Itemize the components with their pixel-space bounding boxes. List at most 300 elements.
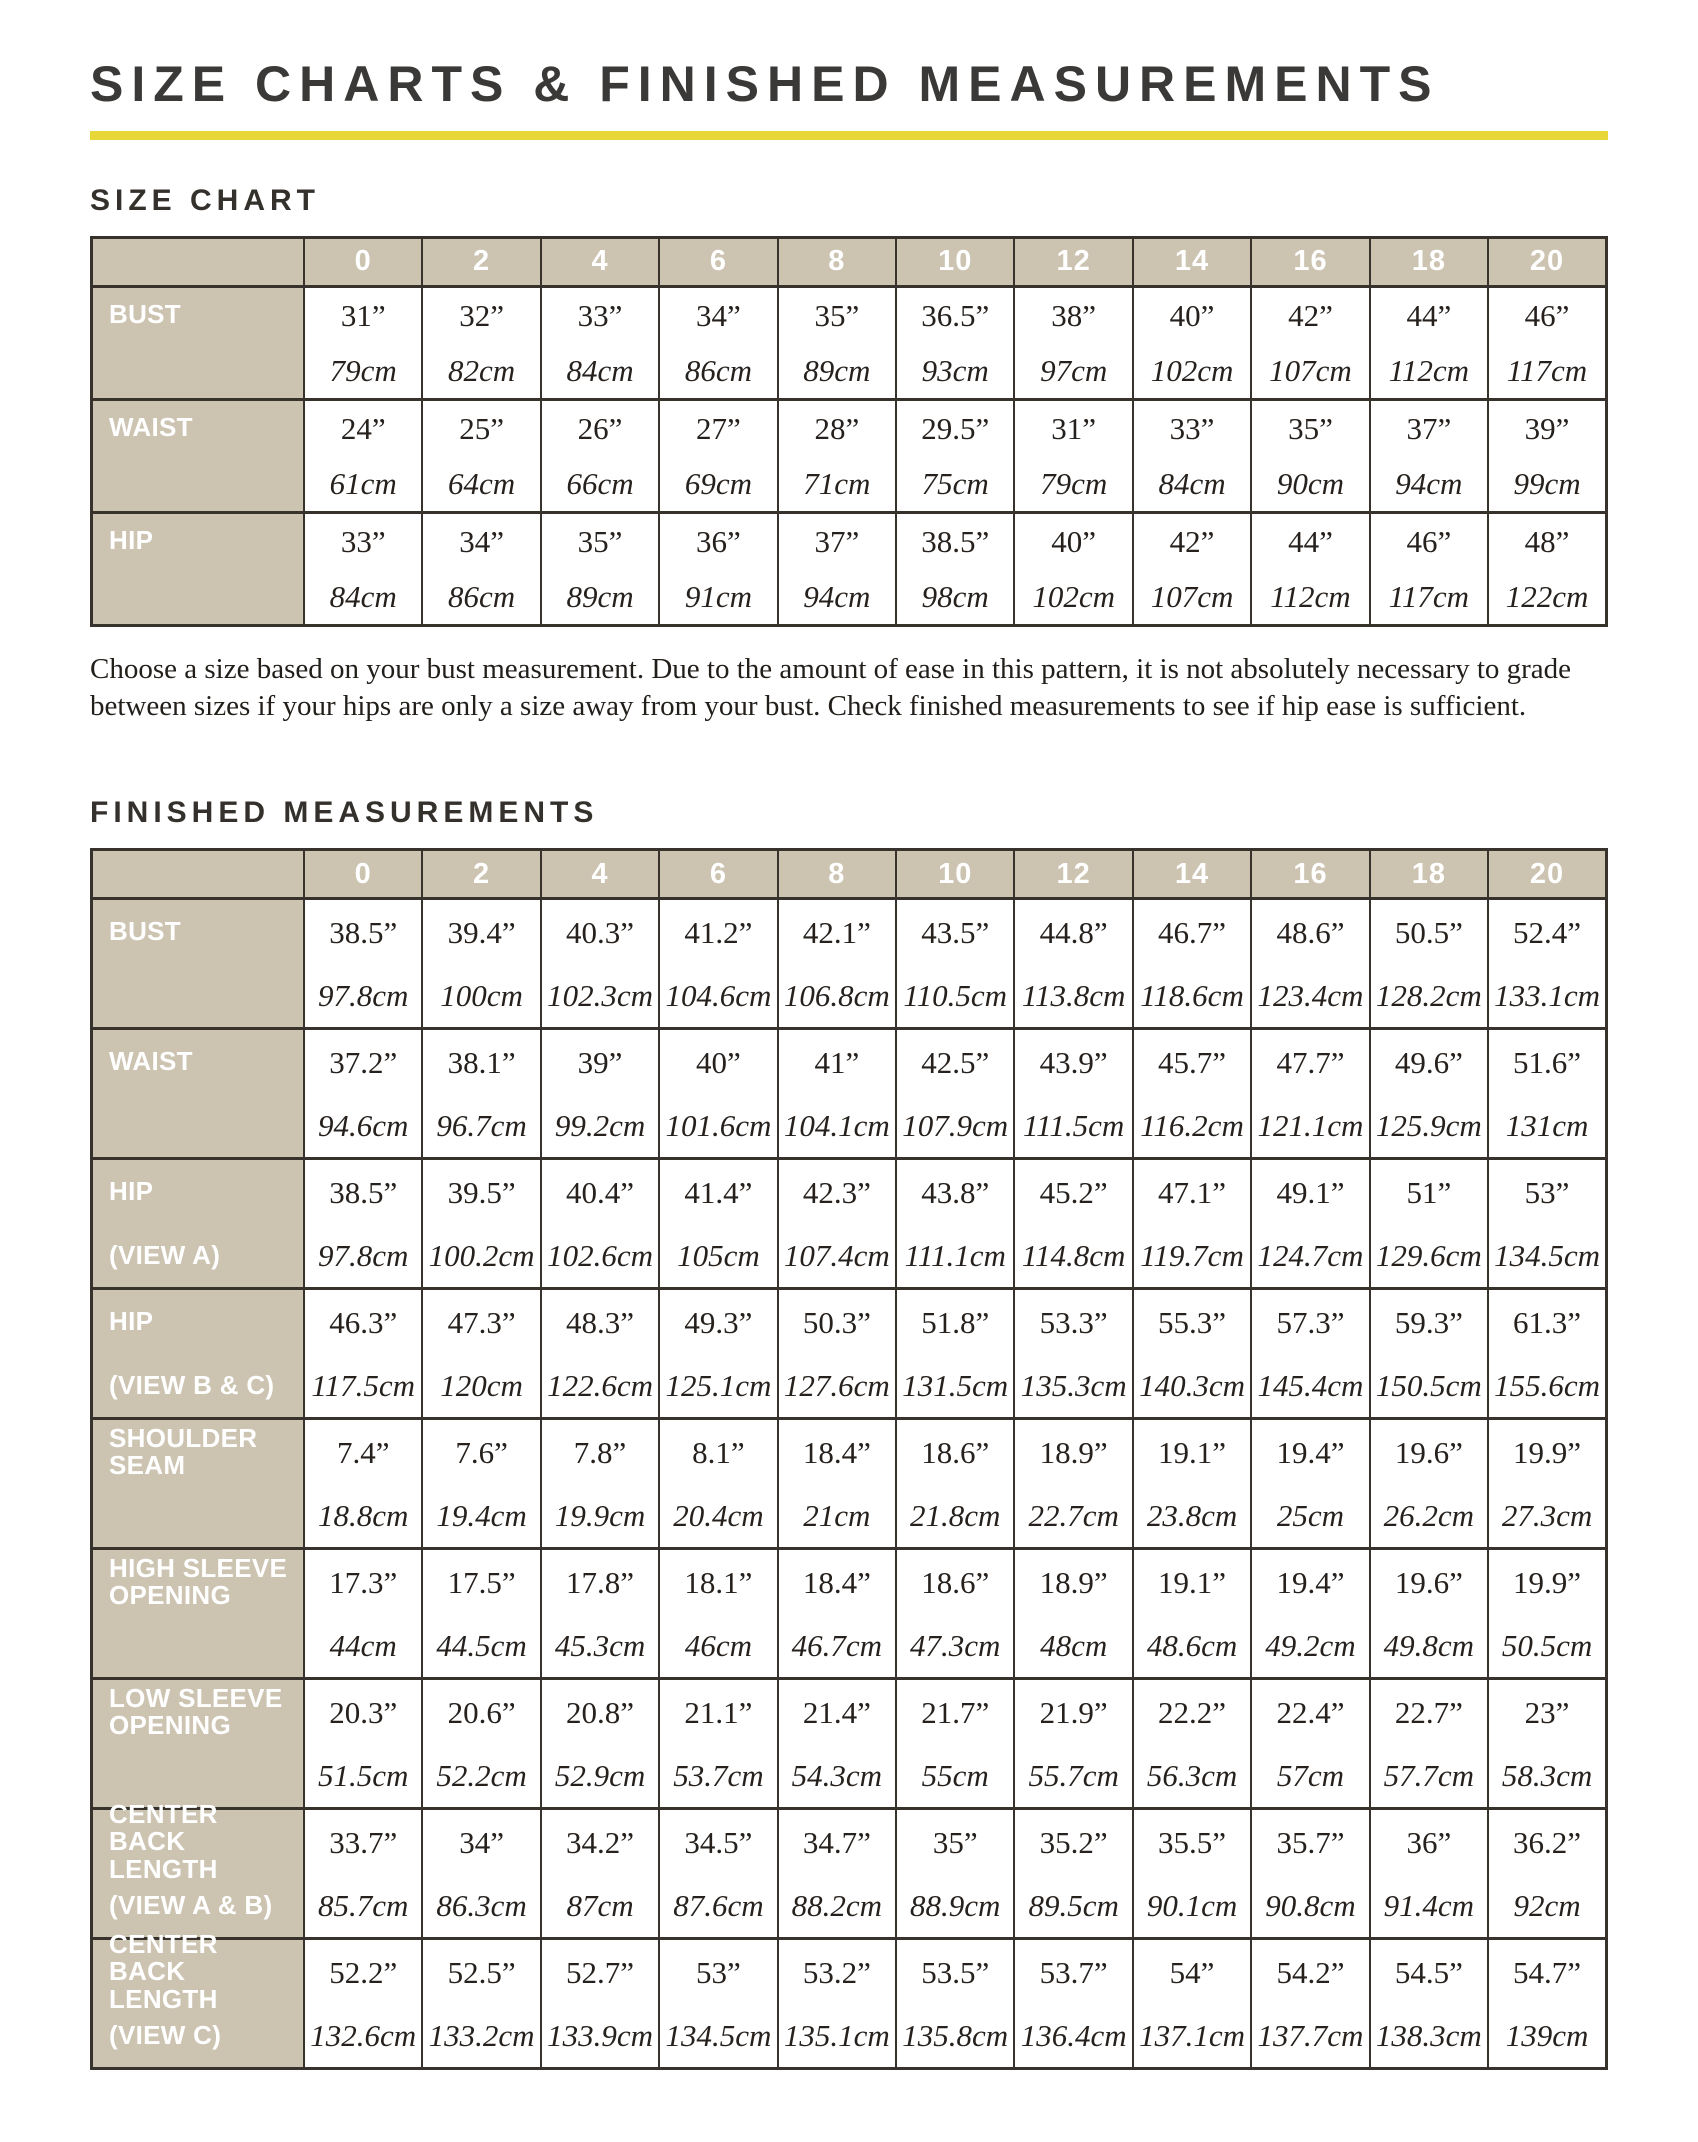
cm-value-slot <box>1134 1354 1250 1418</box>
cm-value: 49.8cm <box>1383 1628 1475 1664</box>
cm-value-slot <box>897 1094 1013 1158</box>
row-sublabel-slot <box>93 1614 303 1678</box>
inches-value-slot <box>305 1810 421 1874</box>
measurement-cell <box>778 899 896 1029</box>
row-label-lines <box>93 288 303 398</box>
size-column-header: 12 <box>1014 850 1132 899</box>
inches-value-slot <box>1015 514 1131 569</box>
cm-value-slot <box>897 569 1013 624</box>
measurement-cell <box>304 1549 422 1679</box>
measurement-cell <box>1488 899 1606 1029</box>
cm-value: 48.6cm <box>1146 1628 1238 1664</box>
inches-value: 36.2” <box>1513 1824 1582 1860</box>
cm-value-slot <box>1015 1224 1131 1288</box>
inches-value: 18.4” <box>802 1434 871 1470</box>
cm-value: 102cm <box>1032 578 1115 614</box>
cm-value: 85.7cm <box>318 1888 409 1924</box>
inches-value: 44” <box>1288 523 1333 559</box>
inches-value-slot <box>1489 1940 1605 2004</box>
measurement-cell <box>1251 1419 1369 1549</box>
inches-value-slot <box>897 514 1013 569</box>
row-label-lines <box>93 1420 303 1547</box>
measurement-cell <box>1014 1159 1132 1289</box>
row-label-text: HIGH SLEEVE OPENING <box>109 1552 288 1611</box>
measurement-cell <box>896 1939 1014 2069</box>
inches-value: 43.9” <box>1039 1044 1108 1080</box>
measurement-cell-lines <box>423 401 539 511</box>
measurement-cell <box>1014 1679 1132 1809</box>
inches-value-slot <box>423 514 539 569</box>
size-header-row <box>92 237 1607 286</box>
inches-value: 23” <box>1524 1694 1570 1730</box>
size-column-header: 4 <box>541 237 659 286</box>
cm-value-slot <box>423 1874 539 1938</box>
inches-value: 18.6” <box>921 1564 990 1600</box>
cm-value: 122.6cm <box>547 1368 653 1404</box>
inches-value: 7.6” <box>455 1434 508 1470</box>
inches-value-slot <box>660 401 776 456</box>
inches-value-slot <box>1252 514 1368 569</box>
size-chart-heading: SIZE CHART <box>90 183 320 217</box>
cm-value: 100.2cm <box>428 1238 535 1274</box>
measurement-cell-lines <box>1252 1290 1368 1417</box>
cm-value-slot <box>305 456 421 511</box>
measurement-cell-lines <box>1134 514 1250 624</box>
measurement-cell <box>1251 512 1369 625</box>
measurement-cell <box>659 899 777 1029</box>
cm-value: 105cm <box>677 1238 760 1274</box>
inches-value-slot <box>542 401 658 456</box>
row-label <box>92 1289 305 1419</box>
measurement-cell-lines <box>1489 1680 1605 1807</box>
cm-value-slot <box>779 1484 895 1548</box>
inches-value: 38.5” <box>921 523 990 559</box>
measurement-cell <box>304 512 422 625</box>
inches-value: 54.5” <box>1394 1954 1463 1990</box>
measurement-cell <box>304 1809 422 1939</box>
measurement-cell-lines <box>1252 1810 1368 1937</box>
measurement-cell <box>422 899 540 1029</box>
inches-value: 50.5” <box>1394 914 1463 950</box>
cm-value-slot <box>542 964 658 1028</box>
inches-value: 7.4” <box>336 1434 390 1470</box>
measurement-cell <box>541 1419 659 1549</box>
measurement-cell-lines <box>779 288 895 398</box>
measurement-cell-lines <box>1252 1420 1368 1547</box>
measurement-cell-lines <box>1015 1810 1131 1937</box>
cm-value-slot <box>423 1354 539 1418</box>
inches-value: 40” <box>696 1044 741 1080</box>
measurement-cell-lines <box>897 514 1013 624</box>
cm-value-slot <box>542 1744 658 1808</box>
cm-value-slot <box>305 1484 421 1548</box>
cm-value-slot <box>1134 343 1250 398</box>
measurement-cell-lines <box>779 1030 895 1157</box>
measurement-cell <box>659 1029 777 1159</box>
measurement-cell-lines <box>1371 514 1487 624</box>
measurement-cell <box>541 1029 659 1159</box>
cm-value: 75cm <box>921 465 989 501</box>
measurement-cell <box>1370 1029 1488 1159</box>
measurement-cell-lines <box>660 514 776 624</box>
row-label-lines <box>93 1680 303 1807</box>
measurement-cell-lines <box>1371 1940 1487 2067</box>
cm-value: 61cm <box>329 465 397 501</box>
inches-value-slot <box>897 1940 1013 2004</box>
inches-value: 53” <box>1524 1174 1570 1210</box>
cm-value-slot <box>1134 964 1250 1028</box>
cm-value: 125.1cm <box>665 1368 772 1404</box>
inches-value-slot <box>1134 1420 1250 1484</box>
measurement-cell <box>541 1679 659 1809</box>
cm-value: 86cm <box>684 352 752 388</box>
cm-value: 46.7cm <box>791 1628 883 1664</box>
cm-value: 134.5cm <box>665 2018 772 2054</box>
inches-value-slot <box>1015 1290 1131 1354</box>
finished-measurements-heading: FINISHED MEASUREMENTS <box>90 796 599 830</box>
inches-value-slot <box>542 1290 658 1354</box>
measurement-cell-lines <box>423 288 539 398</box>
inches-value-slot <box>779 1420 895 1484</box>
measurement-cell <box>1370 1939 1488 2069</box>
inches-value: 52.7” <box>566 1954 635 1990</box>
inches-value: 53.5” <box>921 1954 990 1990</box>
cm-value-slot <box>1252 2004 1368 2068</box>
row-label <box>92 1159 305 1289</box>
inches-value: 31” <box>340 297 386 333</box>
inches-value-slot <box>423 1290 539 1354</box>
cm-value: 91cm <box>684 578 752 614</box>
row-label-text: HIP <box>109 1306 154 1337</box>
cm-value: 92cm <box>1513 1888 1581 1924</box>
cm-value-slot <box>897 964 1013 1028</box>
cm-value: 107.9cm <box>902 1108 1009 1144</box>
cm-value: 86.3cm <box>436 1888 527 1924</box>
inches-value: 33” <box>577 297 623 333</box>
inches-value: 39.5” <box>447 1174 516 1210</box>
measurement-cell-lines <box>660 1420 776 1547</box>
inches-value-slot <box>897 1290 1013 1354</box>
inches-value-slot <box>897 1810 1013 1874</box>
row-label <box>92 1679 305 1809</box>
inches-value: 39.4” <box>447 914 516 950</box>
inches-value: 46.3” <box>329 1304 398 1340</box>
measurement-cell-lines <box>1252 1680 1368 1807</box>
inches-value-slot <box>1252 1030 1368 1094</box>
measurement-cell <box>659 1289 777 1419</box>
inches-value: 61.3” <box>1513 1304 1582 1340</box>
cm-value: 138.3cm <box>1375 2018 1482 2054</box>
measurement-cell-lines <box>1252 514 1368 624</box>
cm-value-slot <box>779 964 895 1028</box>
cm-value-slot <box>423 343 539 398</box>
cm-value-slot <box>1015 1094 1131 1158</box>
row-sublabel-text: (VIEW A & B) <box>109 1889 273 1920</box>
inches-value: 20.8” <box>566 1694 635 1730</box>
row-label-text: WAIST <box>109 412 193 443</box>
inches-value-slot <box>779 514 895 569</box>
row-label <box>92 1798 305 1939</box>
measurement-cell <box>896 1029 1014 1159</box>
measurement-cell <box>1488 1419 1606 1549</box>
measurement-cell <box>1488 1029 1606 1159</box>
measurement-cell-lines <box>779 1420 895 1547</box>
measurement-cell <box>422 1809 540 1939</box>
size-column-header: 0 <box>304 237 422 286</box>
row-label-text: BUST <box>109 916 181 947</box>
measurement-cell-lines <box>1489 514 1605 624</box>
measurement-cell-lines <box>779 514 895 624</box>
cm-value: 114.8cm <box>1021 1238 1126 1274</box>
measurement-cell <box>778 1419 896 1549</box>
measurement-cell-lines <box>1371 1420 1487 1547</box>
inches-value-slot <box>779 1810 895 1874</box>
inches-value-slot <box>1371 1680 1487 1744</box>
measurement-cell <box>422 512 540 625</box>
size-column-header: 16 <box>1251 237 1369 286</box>
cm-value-slot <box>660 1354 776 1418</box>
size-header-corner <box>92 237 305 286</box>
cm-value: 48cm <box>1040 1628 1108 1664</box>
inches-value-slot <box>779 401 895 456</box>
row-label-text: WAIST <box>109 1046 193 1077</box>
inches-value: 48.3” <box>566 1304 635 1340</box>
measurement-cell-lines <box>897 288 1013 398</box>
cm-value: 140.3cm <box>1139 1368 1245 1404</box>
inches-value: 42.3” <box>802 1174 871 1210</box>
measurement-cell <box>1488 1679 1606 1809</box>
cm-value-slot <box>897 1614 1013 1678</box>
cm-value-slot <box>779 343 895 398</box>
cm-value-slot <box>1015 343 1131 398</box>
cm-value-slot <box>1489 456 1605 511</box>
measurement-cell-lines <box>542 1940 658 2067</box>
cm-value-slot <box>1371 1484 1487 1548</box>
inches-value-slot <box>660 514 776 569</box>
cm-value-slot <box>423 2004 539 2068</box>
cm-value-slot <box>1252 569 1368 624</box>
measurement-cell-lines <box>897 1030 1013 1157</box>
cm-value: 86cm <box>448 578 516 614</box>
cm-value-slot <box>897 2004 1013 2068</box>
inches-value: 53” <box>696 1954 741 1990</box>
cm-value-slot <box>897 456 1013 511</box>
cm-value: 155.6cm <box>1494 1368 1600 1404</box>
cm-value: 135.1cm <box>783 2018 890 2054</box>
inches-value-slot <box>1252 1160 1368 1224</box>
measurement-cell <box>1370 512 1488 625</box>
cm-value: 23.8cm <box>1146 1498 1238 1534</box>
measurement-cell <box>1133 1419 1251 1549</box>
inches-value: 27” <box>696 410 741 446</box>
row-label <box>92 1029 305 1159</box>
cm-value-slot <box>660 1484 776 1548</box>
measurement-row <box>92 899 1607 1029</box>
inches-value: 36” <box>696 523 741 559</box>
inches-value: 19.9” <box>1513 1434 1582 1470</box>
inches-value-slot <box>1134 1810 1250 1874</box>
inches-value-slot <box>1371 900 1487 964</box>
cm-value: 111.5cm <box>1022 1108 1125 1144</box>
cm-value-slot <box>660 964 776 1028</box>
inches-value: 47.3” <box>447 1304 516 1340</box>
row-sublabel-text: (VIEW A) <box>109 1239 221 1270</box>
cm-value-slot <box>1371 569 1487 624</box>
size-header-corner <box>92 850 305 899</box>
inches-value-slot <box>1252 1810 1368 1874</box>
size-column-header: 8 <box>778 850 896 899</box>
cm-value: 116.2cm <box>1140 1108 1244 1144</box>
measurement-cell <box>1133 1549 1251 1679</box>
cm-value-slot <box>1252 1744 1368 1808</box>
row-label-slot <box>93 401 303 456</box>
inches-value-slot <box>1134 1030 1250 1094</box>
inches-value: 35.5” <box>1158 1824 1227 1860</box>
inches-value-slot <box>1015 900 1131 964</box>
row-sublabel-slot <box>93 2004 303 2068</box>
inches-value: 18.9” <box>1039 1434 1108 1470</box>
inches-value-slot <box>1015 1160 1131 1224</box>
cm-value-slot <box>1252 1614 1368 1678</box>
measurement-cell-lines <box>1252 1940 1368 2067</box>
measurement-cell <box>1014 899 1132 1029</box>
measurement-cell-lines <box>305 1810 421 1937</box>
measurement-cell-lines <box>897 1160 1013 1287</box>
measurement-cell <box>1370 1419 1488 1549</box>
inches-value-slot <box>305 288 421 343</box>
size-column-header: 10 <box>896 237 1014 286</box>
cm-value-slot <box>660 1744 776 1808</box>
measurement-cell <box>1251 1159 1369 1289</box>
inches-value: 47.7” <box>1276 1044 1345 1080</box>
measurement-cell <box>1133 1159 1251 1289</box>
inches-value: 17.5” <box>447 1564 516 1600</box>
cm-value: 55cm <box>921 1758 989 1794</box>
row-label-lines <box>93 1928 303 2067</box>
inches-value-slot <box>1489 401 1605 456</box>
inches-value: 34” <box>696 297 741 333</box>
measurement-cell <box>1370 1809 1488 1939</box>
measurement-cell <box>1014 1809 1132 1939</box>
cm-value: 117cm <box>1506 352 1588 388</box>
row-sublabel-slot <box>93 1484 303 1548</box>
cm-value-slot <box>1252 1224 1368 1288</box>
inches-value: 53.7” <box>1039 1954 1108 1990</box>
cm-value: 106.8cm <box>783 978 890 1014</box>
measurement-cell-lines <box>542 1680 658 1807</box>
inches-value: 32” <box>459 297 504 333</box>
measurement-cell <box>1370 1679 1488 1809</box>
inches-value-slot <box>542 900 658 964</box>
measurement-cell <box>1370 1549 1488 1679</box>
measurement-cell-lines <box>897 1680 1013 1807</box>
measurement-cell-lines <box>1134 1420 1250 1547</box>
cm-value: 88.9cm <box>910 1888 1001 1924</box>
row-sublabel-text: (VIEW C) <box>109 2019 222 2050</box>
inches-value: 38.1” <box>447 1044 516 1080</box>
measurement-cell <box>1014 1939 1132 2069</box>
measurement-cell-lines <box>305 1680 421 1807</box>
inches-value: 49.1” <box>1276 1174 1345 1210</box>
measurement-cell <box>896 1809 1014 1939</box>
measurement-cell-lines <box>660 900 776 1027</box>
cm-value-slot <box>542 1484 658 1548</box>
cm-value: 45.3cm <box>554 1628 646 1664</box>
measurement-cell <box>778 1159 896 1289</box>
measurement-cell-lines <box>1015 1160 1131 1287</box>
row-label <box>92 286 305 399</box>
cm-value-slot <box>1371 1614 1487 1678</box>
cm-value-slot <box>423 964 539 1028</box>
measurement-cell-lines <box>660 1940 776 2067</box>
measurement-cell <box>1251 399 1369 512</box>
cm-value-slot <box>1015 2004 1131 2068</box>
cm-value: 150.5cm <box>1375 1368 1482 1404</box>
cm-value: 84cm <box>1158 465 1226 501</box>
inches-value: 34” <box>459 1824 504 1860</box>
measurement-cell <box>1251 1029 1369 1159</box>
cm-value-slot <box>305 2004 421 2068</box>
measurement-cell-lines <box>542 1030 658 1157</box>
measurement-cell-lines <box>1252 288 1368 398</box>
measurement-cell <box>304 1419 422 1549</box>
inches-value: 18.9” <box>1039 1564 1108 1600</box>
cm-value-slot <box>1015 456 1131 511</box>
measurement-cell <box>1251 1939 1369 2069</box>
cm-value-slot <box>779 1744 895 1808</box>
inches-value-slot <box>1252 1290 1368 1354</box>
inches-value: 35” <box>1288 410 1333 446</box>
cm-value: 97.8cm <box>318 1238 409 1274</box>
cm-value: 46cm <box>684 1628 752 1664</box>
cm-value-slot <box>423 1614 539 1678</box>
measurement-cell <box>778 512 896 625</box>
measurement-cell <box>1251 286 1369 399</box>
cm-value: 69cm <box>684 465 752 501</box>
measurement-cell-lines <box>660 1160 776 1287</box>
row-label-slot <box>93 1420 303 1484</box>
size-column-header: 0 <box>304 850 422 899</box>
cm-value: 56.3cm <box>1146 1758 1238 1794</box>
inches-value: 19.1” <box>1158 1564 1227 1600</box>
cm-value: 125.9cm <box>1375 1108 1482 1144</box>
cm-value: 21.8cm <box>910 1498 1001 1534</box>
inches-value: 39” <box>1524 410 1570 446</box>
inches-value-slot <box>897 900 1013 964</box>
cm-value-slot <box>1252 1094 1368 1158</box>
cm-value-slot <box>1489 1094 1605 1158</box>
cm-value-slot <box>305 569 421 624</box>
cm-value: 137.7cm <box>1257 2018 1364 2054</box>
inches-value: 18.1” <box>684 1564 753 1600</box>
inches-value-slot <box>897 1160 1013 1224</box>
inches-value-slot <box>1489 1290 1605 1354</box>
inches-value-slot <box>423 1030 539 1094</box>
measurement-cell <box>896 512 1014 625</box>
inches-value-slot <box>897 1680 1013 1744</box>
measurement-cell-lines <box>305 1030 421 1157</box>
measurement-cell-lines <box>1134 1160 1250 1287</box>
row-label-lines <box>93 1550 303 1677</box>
size-column-header: 14 <box>1133 850 1251 899</box>
measurement-cell-lines <box>542 401 658 511</box>
measurement-cell <box>541 399 659 512</box>
cm-value: 18.8cm <box>318 1498 409 1534</box>
cm-value-slot <box>1489 1354 1605 1418</box>
row-label <box>92 1549 305 1679</box>
measurement-cell-lines <box>779 1680 895 1807</box>
inches-value-slot <box>1489 1030 1605 1094</box>
